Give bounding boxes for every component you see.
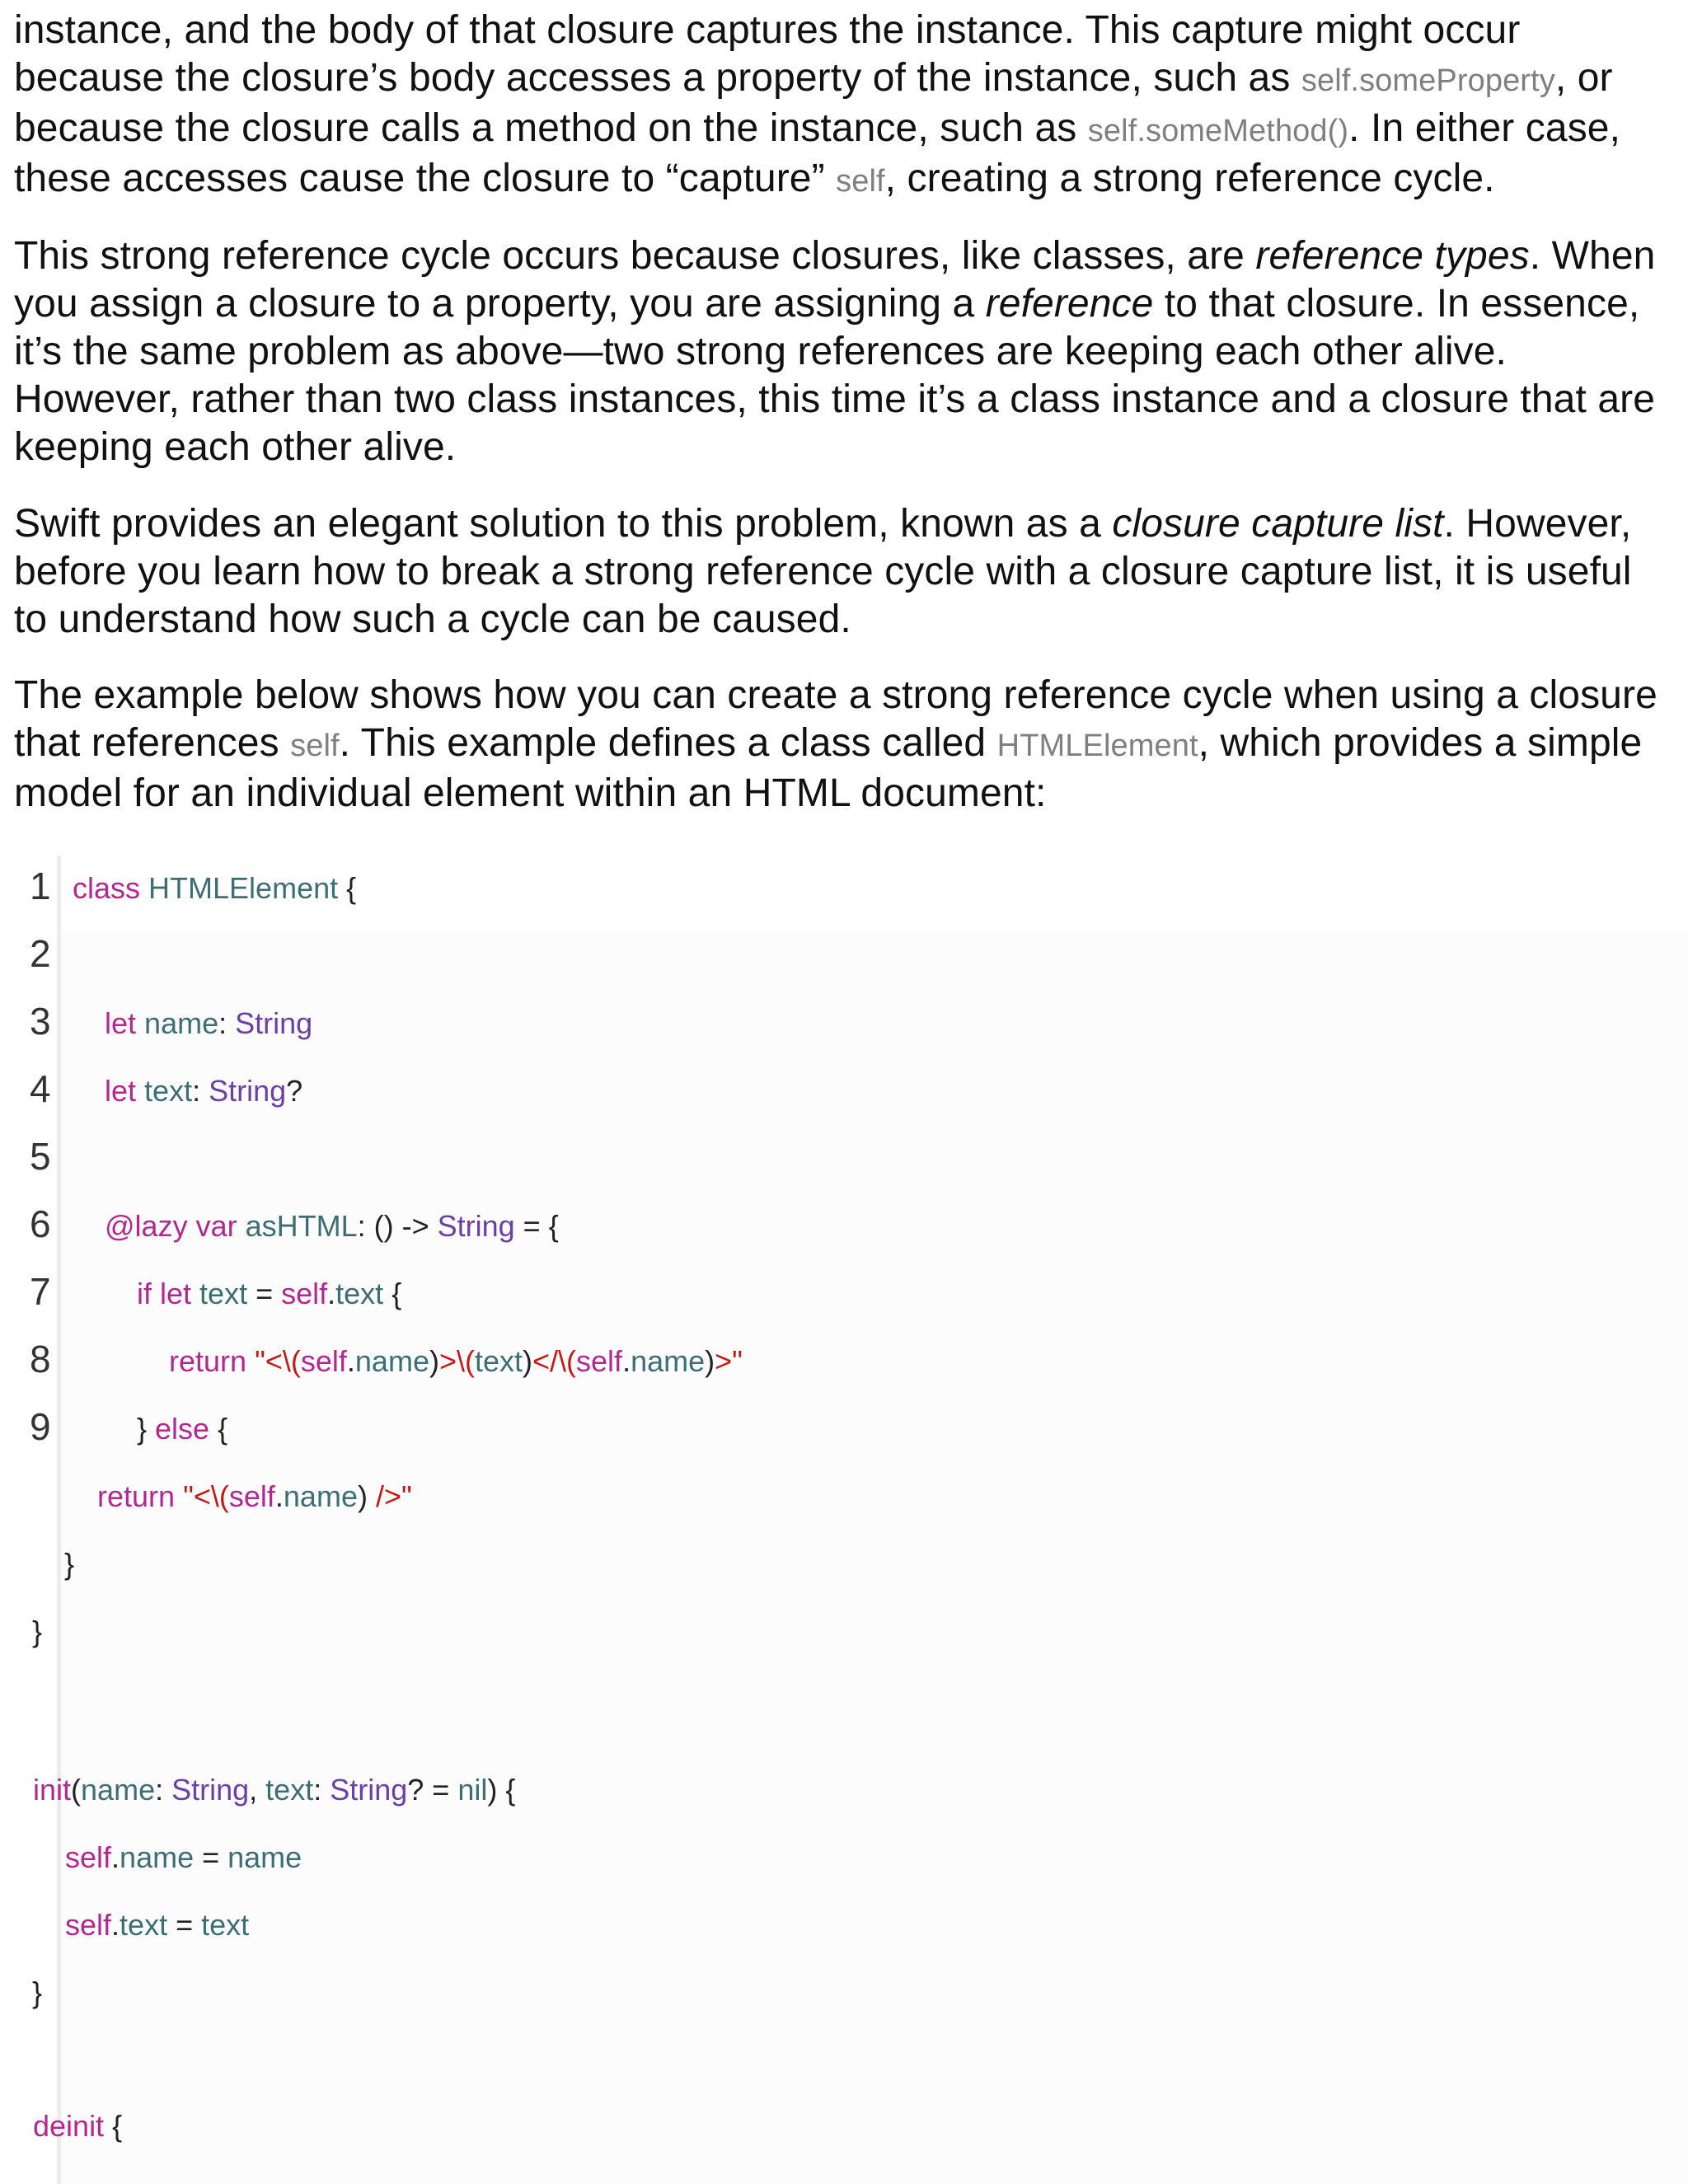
code-line: if let text = self.text { — [137, 1277, 402, 1310]
inline-code-some-property: self.someProperty — [1301, 63, 1555, 98]
code-line: let name: String — [105, 1006, 313, 1040]
emphasis-reference-types: reference types — [1255, 234, 1530, 278]
emphasis-closure-capture-list: closure capture list — [1112, 502, 1444, 546]
text-run: . This example defines a class called — [339, 721, 997, 765]
code-line: } — [32, 1975, 43, 2009]
text-run: instance, and the body of that closure captures the instance. This capture might occur because the closure’s body accesses a property of the instance, such as — [14, 8, 1521, 100]
code-line: init(name: String, text: String? = nil) { — [33, 1773, 516, 1807]
code-line: return "<\(self.name) />" — [97, 1479, 412, 1513]
line-number: 4 — [30, 1067, 51, 1110]
text-run: The example below shows how you can create a strong reference cycle when using a closure that references — [14, 673, 1658, 765]
line-number: 3 — [30, 1000, 51, 1043]
text-run: . In either case, these accesses cause the closure to “capture” — [14, 106, 1621, 200]
code-line: @lazy var asHTML: () -> String = { — [105, 1209, 559, 1243]
text-run: This strong reference cycle occurs because closures, like classes, are — [14, 234, 1256, 278]
text-run: , which provides a simple model for an individual element within an HTML document: — [14, 721, 1643, 815]
line-number: 5 — [30, 1135, 51, 1178]
inline-code-self: self — [836, 164, 885, 199]
line-number: 8 — [30, 1338, 51, 1380]
code-line: self.name = name — [65, 1840, 302, 1874]
text-run: . However, before you learn how to break a strong reference cycle with a closure capture list, it is useful to understand how such a cycle can be caused. — [14, 502, 1632, 641]
line-number: 2 — [30, 932, 51, 975]
emphasis-reference: reference — [985, 282, 1154, 326]
code-line: } — [32, 1615, 43, 1648]
code-block — [0, 849, 1688, 2184]
text-run: to that closure. In essence, it’s the same problem as above—two strong references are keeping each other alive. However, rather than two class instances, this time it’s a class instance and a closure that are keeping each other alive. — [14, 282, 1656, 469]
code-line: return "<\(self.name)>\(text)</\(self.name)>" — [169, 1344, 743, 1378]
paragraph-reference-types — [14, 232, 1671, 471]
text-run: , or because the closure calls a method on the instance, such as — [14, 56, 1613, 150]
code-line: class HTMLElement { — [73, 871, 357, 905]
text-run: . When you assign a closure to a property, you are assigning a — [14, 234, 1656, 326]
code-line: let text: String? — [105, 1074, 303, 1108]
paragraph-example-intro — [14, 672, 1671, 818]
code-line: } — [64, 1547, 75, 1581]
text-run: Swift provides an elegant solution to this problem, known as a — [14, 502, 1113, 546]
text-run: , creating a strong reference cycle. — [884, 157, 1495, 200]
inline-code-htmlelement: HTMLElement — [996, 729, 1198, 763]
line-number: 6 — [30, 1202, 51, 1245]
paragraph-closure-capture — [14, 7, 1671, 205]
code-line: } else { — [137, 1412, 228, 1446]
code-background — [58, 931, 1688, 2184]
inline-code-some-method: self.someMethod() — [1087, 114, 1349, 148]
line-number: 1 — [30, 865, 51, 907]
code-line: self.text = text — [65, 1908, 250, 1942]
line-number: 7 — [30, 1270, 51, 1313]
paragraph-capture-list — [14, 500, 1671, 644]
line-number: 9 — [30, 1405, 51, 1448]
code-line: deinit { — [33, 2109, 123, 2143]
inline-code-self: self — [290, 729, 340, 763]
line-number-gutter — [57, 855, 61, 2184]
